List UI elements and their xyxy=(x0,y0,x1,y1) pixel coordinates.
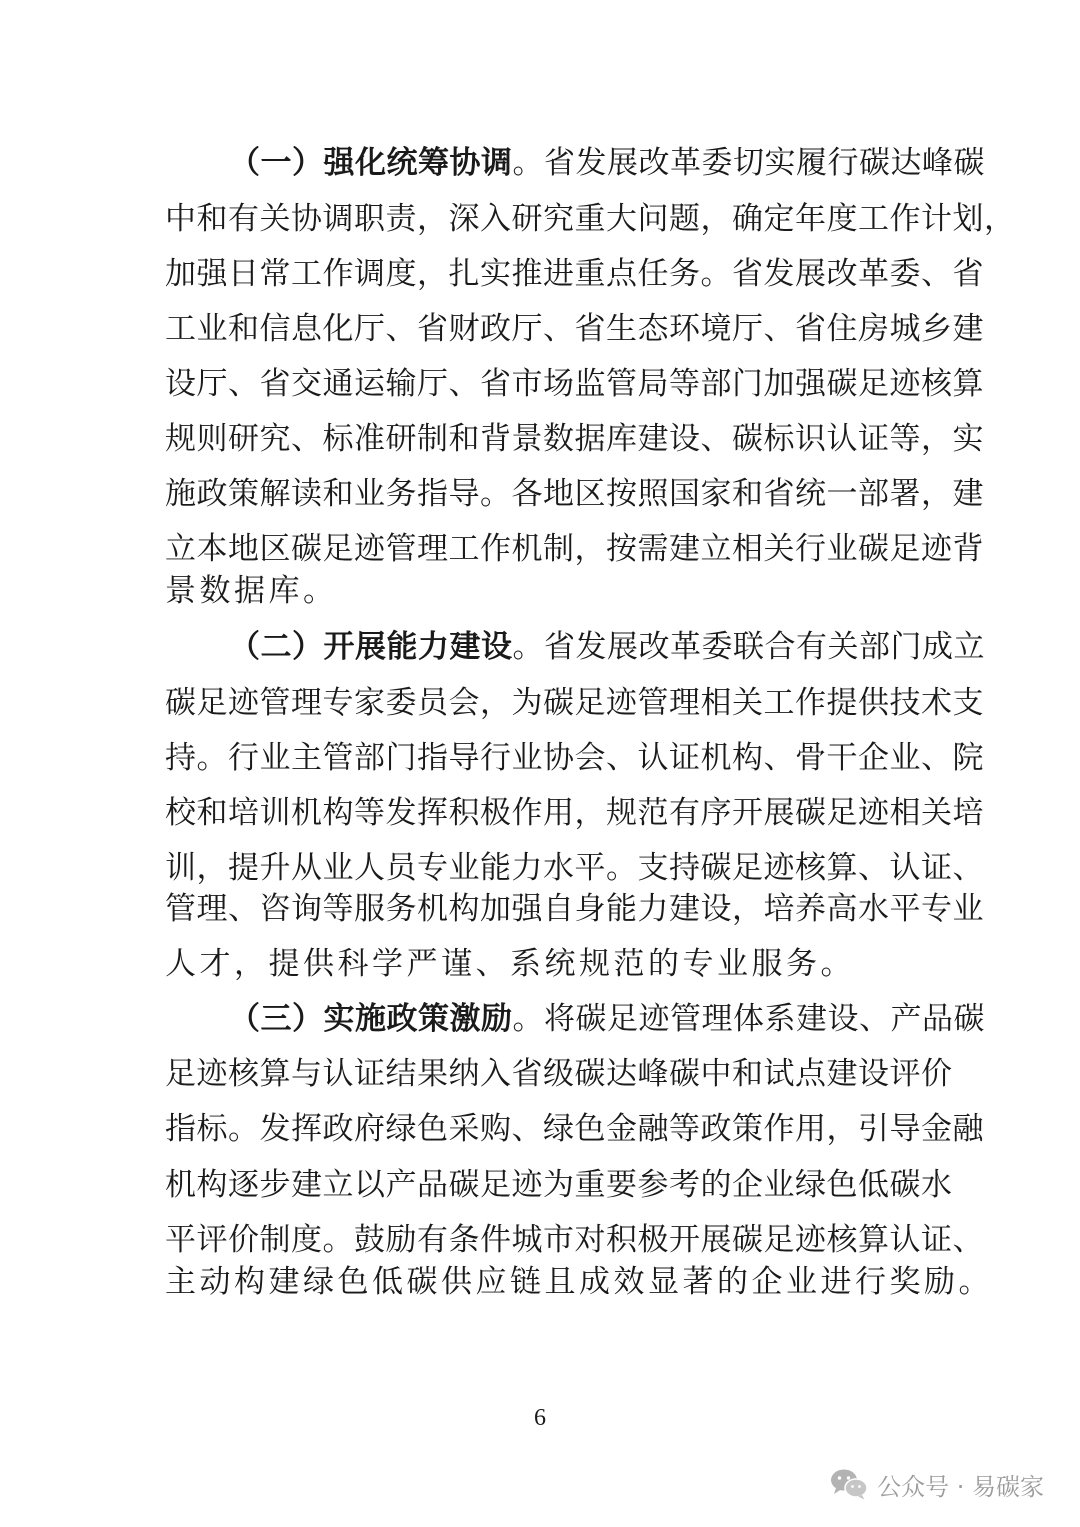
paragraph-line: 机构逐步建立以产品碳足迹为重要参考的企业绿色低碳水 xyxy=(165,1167,953,1203)
paragraph-1-text: 。省发展改革委切实履行碳达峰碳 xyxy=(512,145,985,181)
paragraph-line: 主动构建绿色低碳供应链且成效显著的企业进行奖励。 xyxy=(165,1264,993,1300)
paragraph-line: 管理、咨询等服务机构加强自身能力建设，培养高水平专业 xyxy=(165,891,984,927)
section-1-heading: （一）强化统筹协调 xyxy=(229,145,513,181)
wechat-watermark xyxy=(829,1462,1044,1506)
paragraph-line: 指标。发挥政府绿色采购、绿色金融等政策作用，引导金融 xyxy=(165,1111,984,1147)
paragraph-line: 规则研究、标准研制和背景数据库建设、碳标识认证等，实 xyxy=(165,421,984,457)
paragraph-3-line-1 xyxy=(229,999,985,1039)
paragraph-line: 人才，提供科学严谨、系统规范的专业服务。 xyxy=(165,946,855,982)
paragraph-1-line-1 xyxy=(229,143,985,183)
paragraph-line: 施政策解读和业务指导。各地区按照国家和省统一部署，建 xyxy=(165,476,984,512)
paragraph-line: 中和有关协调职责，深入研究重大问题，确定年度工作计划， xyxy=(165,201,1016,237)
section-2-heading: （二）开展能力建设 xyxy=(229,629,513,665)
paragraph-2-text: 。省发展改革委联合有关部门成立 xyxy=(512,629,985,665)
paragraph-line: 足迹核算与认证结果纳入省级碳达峰碳中和试点建设评价 xyxy=(165,1056,953,1092)
section-3-heading: （三）实施政策激励 xyxy=(229,1001,513,1037)
paragraph-line: 设厅、省交通运输厅、省市场监管局等部门加强碳足迹核算 xyxy=(165,366,984,402)
watermark-text: 公众号 · 易碳家 xyxy=(877,1472,1044,1501)
wechat-icon xyxy=(829,1467,869,1501)
paragraph-line: 景数据库。 xyxy=(165,573,338,609)
paragraph-line: 平评价制度。鼓励有条件城市对积极开展碳足迹核算认证、 xyxy=(165,1222,984,1258)
paragraph-3-text: 。将碳足迹管理体系建设、产品碳 xyxy=(512,1001,985,1037)
paragraph-line: 碳足迹管理专家委员会，为碳足迹管理相关工作提供技术支 xyxy=(165,685,984,721)
paragraph-line: 立本地区碳足迹管理工作机制，按需建立相关行业碳足迹背 xyxy=(165,531,984,567)
paragraph-line: 训，提升从业人员专业能力水平。支持碳足迹核算、认证、 xyxy=(165,850,984,886)
paragraph-line: 校和培训机构等发挥积极作用，规范有序开展碳足迹相关培 xyxy=(165,795,984,831)
paragraph-line: 工业和信息化厅、省财政厅、省生态环境厅、省住房城乡建 xyxy=(165,311,984,347)
page-number: 6 xyxy=(534,1405,546,1431)
paragraph-line: 加强日常工作调度，扎实推进重点任务。省发展改革委、省 xyxy=(165,256,984,292)
paragraph-2-line-1 xyxy=(229,627,985,667)
paragraph-line: 持。行业主管部门指导行业协会、认证机构、骨干企业、院 xyxy=(165,740,984,776)
